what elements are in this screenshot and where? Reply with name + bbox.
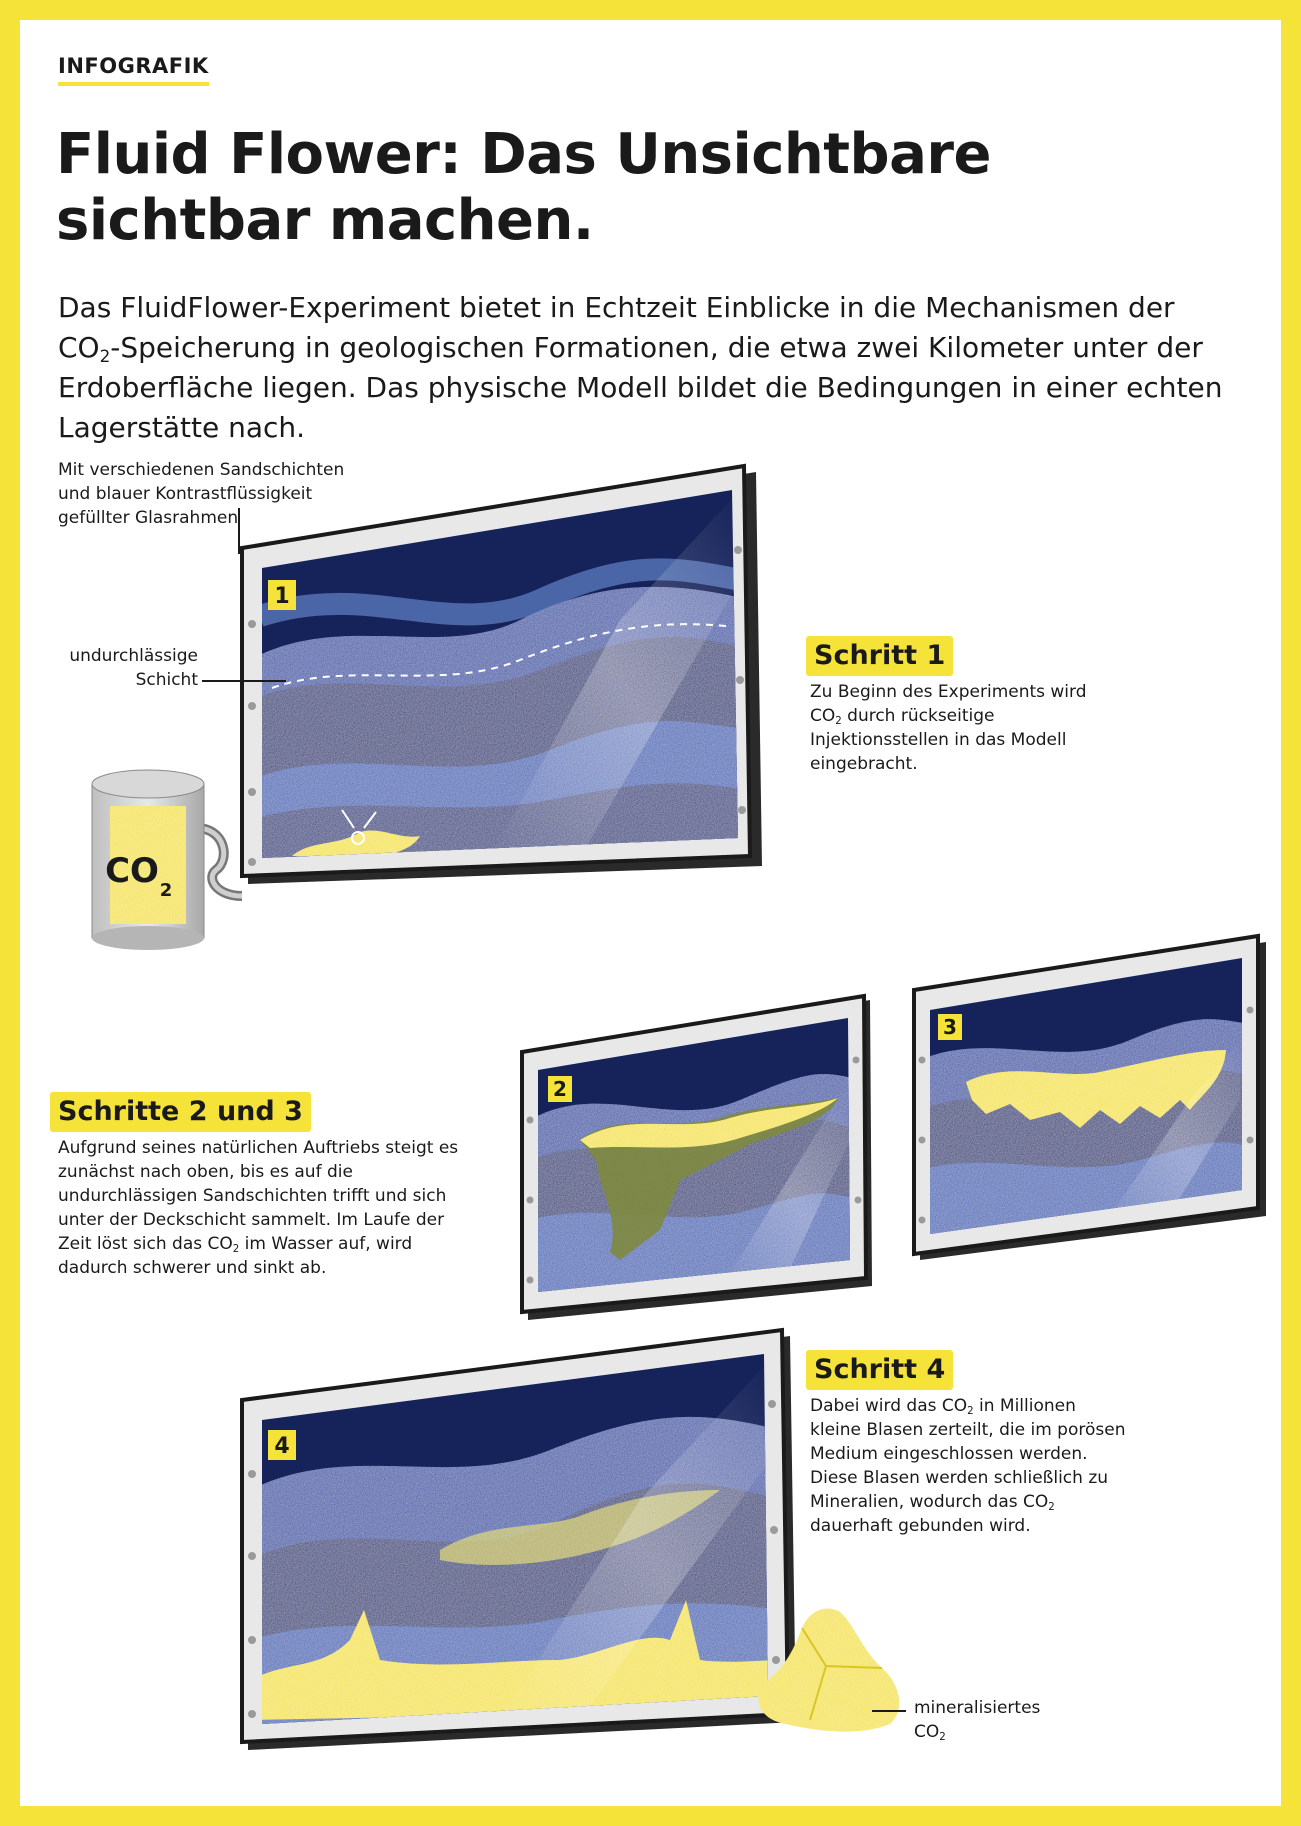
intro-text-b: -Speicherung in geologischen Formationen, die etwa zwei Kilometer unter der Erdoberfläche liegen. Das physische Modell bildet die Bedingungen in einer echten Lagerstätte nach. <box>58 331 1223 444</box>
step-2-3-text <box>58 1136 468 1280</box>
intro-sub: 2 <box>99 346 111 367</box>
annotation-glass-frame: Mit verschiedenen Sandschichten und blauer Kontrastflüssigkeit gefüllter Glasrahmen <box>58 460 345 528</box>
step-1-text <box>810 680 1110 776</box>
title-line-1: Fluid Flower: Das Unsichtbare <box>56 122 992 187</box>
step-4-text-a: Dabei wird das CO <box>810 1396 968 1416</box>
annotation-impermeable-layer <box>42 644 198 692</box>
step-2-3-text-a: Aufgrund seines natürlichen Auftriebs steigt es zunächst nach oben, bis es auf die undurchlässigen Sandschichten trifft und sich unter der Deckschicht sammelt. Im Laufe der Zeit löst sich das CO <box>58 1138 459 1254</box>
illustration <box>20 20 1281 1806</box>
annotation-mineral-co2 <box>914 1696 1114 1744</box>
annotation-mineral-sub: 2 <box>939 1732 946 1744</box>
step-4-text <box>810 1394 1130 1538</box>
panel-2-number: 2 <box>553 1077 567 1101</box>
step-2-3-sub: 2 <box>232 1244 240 1256</box>
step-1-text-b: durch rückseitige Injektionsstellen in das Modell eingebracht. <box>810 706 1067 774</box>
panel-1-number: 1 <box>274 584 290 609</box>
leader-mineral-co2 <box>872 1710 906 1712</box>
step-2-3-text-b: im Wasser auf, wird dadurch schwerer und sinkt ab. <box>58 1234 413 1278</box>
frame-4 <box>242 1320 796 1750</box>
step-1-label: Schritt 1 <box>806 636 953 676</box>
intro-text-a: Das FluidFlower-Experiment bietet in Echtzeit Einblicke in die Mechanismen der CO <box>58 291 1175 364</box>
frame-3 <box>914 936 1266 1260</box>
tank-label-sub: 2 <box>159 880 173 901</box>
annotation-mineral-line1: mineralisiertes <box>914 1698 1041 1718</box>
panel-3-number: 3 <box>943 1015 957 1039</box>
frame-2 <box>522 996 872 1320</box>
annotation-mineral-line2: CO <box>914 1722 940 1742</box>
step-4-sub-2: 2 <box>1048 1502 1055 1514</box>
leader-impermeable-layer <box>202 680 286 682</box>
step-4-text-c: dauerhaft gebunden wird. <box>810 1516 1031 1536</box>
tank-label: CO <box>105 851 159 891</box>
step-1-sub: 2 <box>835 716 842 728</box>
panel-4-number: 4 <box>274 1434 290 1459</box>
annotation-impermeable-line1: undurchlässige <box>69 646 198 666</box>
step-1-text-a: Zu Beginn des Experiments wird CO <box>810 682 1087 726</box>
step-2-3-label: Schritte 2 und 3 <box>50 1092 311 1132</box>
step-4-text-b: in Millionen kleine Blasen zerteilt, die im porösen Medium eingeschlossen werden. Diese Blasen werden schließlich zu Mineralien, wodurch das CO <box>810 1396 1126 1512</box>
step-4-sub-1: 2 <box>967 1406 974 1418</box>
annotation-impermeable-line2: Schicht <box>135 670 198 690</box>
title-line-2: sichtbar machen. <box>56 188 594 253</box>
step-4-label: Schritt 4 <box>806 1350 953 1390</box>
kicker-label: INFOGRAFIK <box>58 54 209 86</box>
